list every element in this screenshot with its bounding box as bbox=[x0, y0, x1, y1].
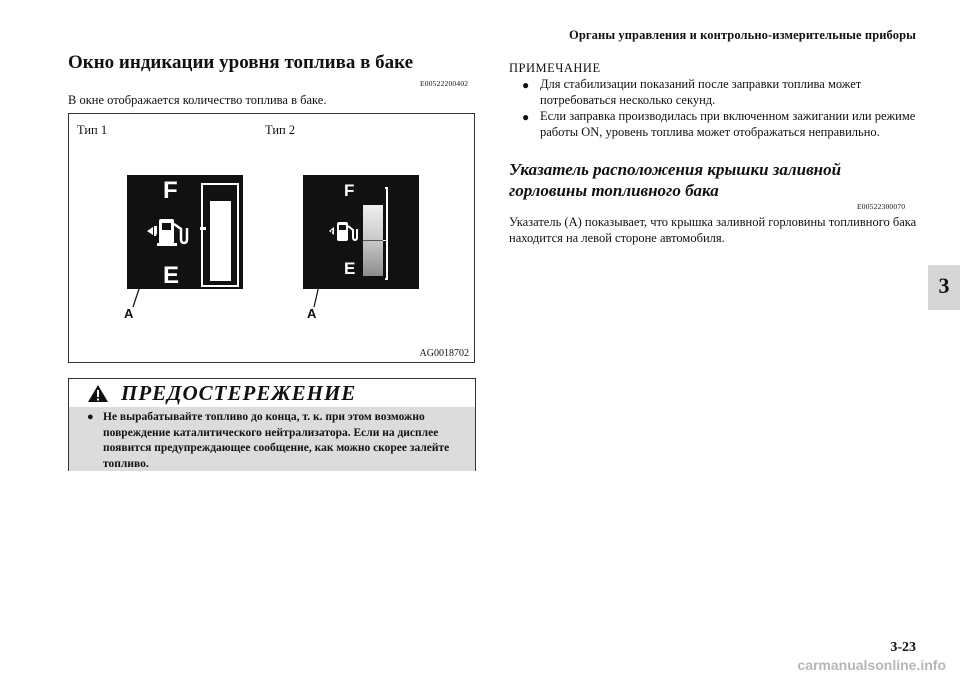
full-mark: F bbox=[163, 177, 178, 204]
section-code: E00522200402 bbox=[420, 79, 469, 88]
empty-mark: E bbox=[163, 262, 180, 289]
warning-box bbox=[68, 378, 476, 471]
note-bullet: ● bbox=[522, 78, 530, 92]
page-number: 3-23 bbox=[890, 640, 916, 655]
section-heading-fuel-cap: Указатель расположения крышки заливной bbox=[509, 160, 842, 179]
empty-mark: E bbox=[344, 259, 356, 278]
type1-label: Тип 1 bbox=[77, 123, 108, 137]
full-mark: F bbox=[344, 181, 355, 200]
fuel-gauge-figure bbox=[68, 113, 475, 363]
chapter-tab bbox=[928, 265, 960, 310]
section-text: Указатель (A) показывает, что крышка заливной горловины топливного бака находится на левой стороне автомобиля. bbox=[509, 215, 917, 245]
chapter-number: 3 bbox=[938, 273, 950, 298]
warning-header bbox=[69, 379, 475, 408]
section-heading-fuel-cap-line2: горловины топливного бака bbox=[509, 181, 719, 200]
warning-triangle-icon bbox=[87, 384, 109, 403]
warning-title: ПРЕДОСТЕРЕЖЕНИЕ bbox=[121, 381, 357, 405]
marker-a-type2: A bbox=[307, 306, 317, 321]
pointer-lines bbox=[69, 114, 474, 362]
watermark: carmanualsonline.info bbox=[797, 657, 946, 673]
warning-bullet: ● bbox=[87, 411, 94, 423]
note-item: Если заправка производилась при включенном зажигании или режиме работы ON, уровень топлива может отображаться неправильно. bbox=[540, 109, 916, 139]
note-bullet: ● bbox=[522, 110, 530, 124]
figure-code: AG0018702 bbox=[419, 348, 469, 359]
warning-text: Не вырабатывайте топливо до конца, т. к. при этом возможно повреждение каталитического нейтрализатора. Если на дисплее появится предупреждающее сообщение, как можно скорее залейте топливо. bbox=[103, 411, 450, 470]
warning-body bbox=[69, 407, 475, 471]
section-code: E00522300070 bbox=[857, 202, 906, 211]
section-heading-fuel-level: Окно индикации уровня топлива в баке bbox=[68, 52, 414, 73]
note-item: Для стабилизации показаний после заправки топлива может потребоваться несколько секунд. bbox=[540, 77, 862, 107]
type2-label: Тип 2 bbox=[265, 123, 296, 137]
marker-a-type1: A bbox=[124, 306, 134, 321]
running-header: Органы управления и контрольно-измерительные приборы bbox=[569, 28, 916, 42]
section-text: В окне отображается количество топлива в баке. bbox=[68, 93, 327, 107]
note-title: ПРИМЕЧАНИЕ bbox=[509, 61, 601, 75]
